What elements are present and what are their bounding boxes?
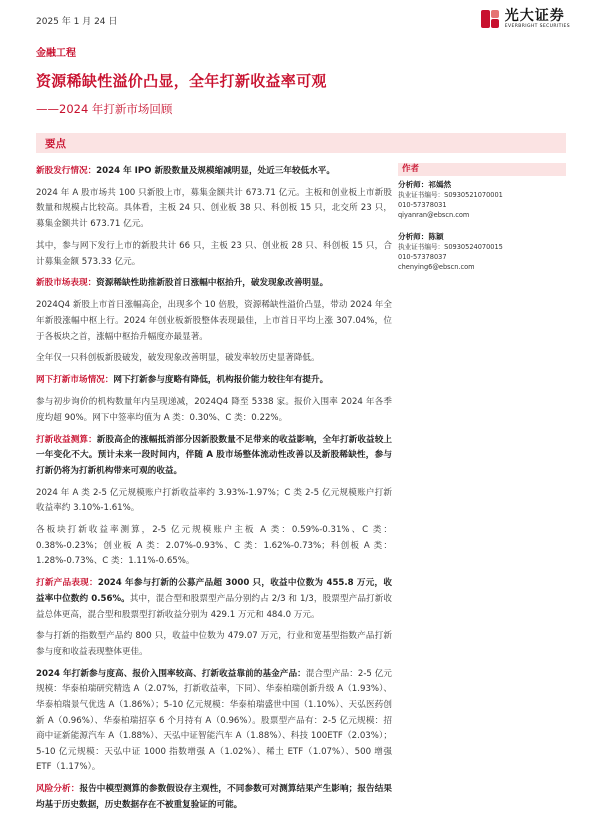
paragraph-text: 参与打新的指数型产品约 800 只，收益中位数为 479.07 万元，行业和宽基型指数产品打新参与度和收益表现整体更佳。	[36, 631, 392, 657]
paragraph-strong: 新股高企的涨幅抵消部分因新股数量不足带来的收益影响，全年打新收益较上一年变化不大。预计未来一段时间内，伴随 A 股市场整体流动性改善以及新股稀缺性，参与打新仍将为打新机构带来可观的收益。	[36, 434, 392, 476]
paragraph-lead: 打新产品表现：	[36, 578, 98, 589]
paragraph	[36, 186, 392, 233]
paragraph	[36, 239, 392, 270]
paragraph-strong: 网下打新参与度略有降低，机构报价能力较往年有提升。	[113, 375, 329, 386]
analyst-card	[398, 180, 566, 220]
paragraph-text: 全年仅一只科创板新股破发，破发现象改善明显，破发率较历史显著降低。	[36, 353, 320, 364]
analyst-role: 分析师：	[398, 180, 429, 189]
analyst-phone: 010-57378031	[398, 201, 447, 209]
paragraph-lead: 新股发行情况：	[36, 166, 97, 176]
report-category: 金融工程	[36, 48, 76, 59]
paragraph	[36, 486, 392, 517]
company-logo	[479, 8, 570, 30]
author-heading: 作者	[398, 163, 566, 176]
paragraph-text: 2024Q4 新股上市首日涨幅高企，出现多个 10 倍股，资源稀缺性溢价凸显，带动 2024 年全年新股涨幅中枢上行。2024 年创业板新股整体表现最佳，上市首日平均上涨 307.04%，位于各板块之首，涨幅中枢抬升幅度亦最显著。	[36, 300, 392, 342]
paragraph	[36, 782, 392, 813]
paragraph-text: 混合型产品：2-5 亿元规模：华泰柏瑞研究精选 A（2.07%，打新收益率，下同）、华泰柏瑞创新升级 A（1.93%）、华泰柏瑞景气优选 A（1.86%）；5-10 亿元规模：华泰柏瑞盛世中国（1.10%）、天弘医药创新 A（0.96%）、华泰柏瑞招享 6 个月持有 A（0.96%）。股票型产品有：2-5 亿元规模：招商中证新能源汽车 A（1.88%）、天弘中证智能汽车 A（1.88%）、科技 100ETF（2.03%）；5-10 亿元规模：天弘中证 1000 指数增强 A（1.02%）、稀土 ETF（1.07%）、500 增强 ETF（1.17%）。	[36, 668, 392, 773]
analyst-license: 执业证书编号：S0930521070001	[398, 191, 503, 199]
paragraph	[36, 373, 392, 389]
analyst-email[interactable]: chenying6@ebscn.com	[398, 263, 475, 271]
logo-english-name: EVERBRIGHT SECURITIES	[504, 24, 570, 29]
report-date: 2025 年 1 月 24 日	[36, 17, 118, 27]
paragraph	[36, 629, 392, 660]
paragraph	[36, 351, 392, 367]
paragraph	[36, 395, 392, 426]
paragraph	[36, 523, 392, 570]
paragraph-strong: 报告中模型测算的参数假设存主观性，不同参数可对测算结果产生影响；报告结果均基于历史数据，历史数据存在不被重复验证的可能。	[36, 784, 392, 810]
paragraph-text: 其中，混合型和股票型产品分别约占 2/3 和 1/3，股票型产品打新收益总体更高，混合型和股票型打新收益分别为 429.1 万元和 484.0 万元。	[36, 593, 393, 620]
analyst-phone: 010-57378037	[398, 253, 447, 261]
paragraph	[36, 433, 392, 480]
paragraph	[36, 576, 392, 623]
paragraph-strong: 2024 年参与打新的公募产品超 3000 只，收益中位数为 455.8 万元，收益率中位数约 0.56%。	[36, 578, 392, 604]
analyst-email[interactable]: qiyanran@ebscn.com	[398, 211, 470, 219]
paragraph-strong: 2024 年 IPO 新股数量及规模缩减明显，处近三年较低水平。	[96, 166, 335, 176]
paragraph	[36, 276, 392, 292]
analyst-role: 分析师：	[398, 232, 429, 241]
key-points-header	[36, 133, 566, 153]
paragraph-text: 各板块打新收益率测算，2-5 亿元规模账户主板 A 类：0.59%-0.31%、C 类：0.38%-0.23%；创业板 A 类：2.07%-0.93%、C 类：1.62%-0.73%；科创板 A 类：1.28%-0.73%、C 类：1.11%-0.65%。	[36, 525, 392, 567]
paragraph-text: 参与初步询价的机构数量年内呈现递减，2024Q4 降至 5338 家。报价入围率 2024 年各季度均超 90%。网下中签率均值为 A 类：0.30%、C 类：0.22%。	[36, 397, 392, 423]
paragraph-lead: 网下打新市场情况：	[36, 375, 114, 386]
logo-name: 光大证券	[504, 8, 565, 24]
analyst-name: 祁嫣然	[428, 180, 452, 189]
paragraph-text: 2024 年 A 股市场共 100 只新股上市，募集金额共计 673.71 亿元。主板和创业板上市新股数量和规模占比较高。具体看，主板 24 只、创业板 38 只、科创板 15 只，北交所 23 只，募集金额共计 673.71 亿元。	[36, 187, 392, 230]
analyst-card	[398, 232, 566, 272]
paragraph-lead: 新股市场表现：	[36, 278, 97, 289]
paragraph-strong: 2024 年打新参与度高、报价入围率较高、打新收益靠前的基金产品：	[36, 668, 306, 679]
paragraph-text: 其中，参与网下发行上市的新股共计 66 只，主板 23 只、创业板 28 只、科创板 15 只，合计募集金额 573.33 亿元。	[36, 240, 392, 267]
analyst-name: 陈颖	[428, 232, 444, 241]
report-subtitle: ——2024 年打新市场回顾	[36, 102, 173, 116]
paragraph-text: 2024 年 A 类 2-5 亿元规模账户打新收益率约 3.93%-1.97%；C 类 2-5 亿元规模账户打新收益率约 3.10%-1.61%。	[36, 487, 392, 514]
paragraph	[36, 298, 392, 345]
analyst-license: 执业证书编号：S0930524070015	[398, 243, 503, 251]
paragraph-lead: 风险分析：	[36, 784, 80, 795]
main-content	[36, 164, 392, 820]
report-title: 资源稀缺性溢价凸显，全年打新收益率可观	[36, 72, 327, 90]
logo-mark-icon	[479, 8, 501, 30]
author-sidebar	[398, 163, 566, 272]
paragraph	[36, 667, 392, 776]
paragraph	[36, 164, 392, 180]
paragraph-strong: 资源稀缺性助推新股首日涨幅中枢抬升，破发现象改善明显。	[96, 278, 329, 289]
key-points-label: 要点	[45, 138, 66, 150]
paragraph-lead: 打新收益测算：	[36, 434, 97, 445]
